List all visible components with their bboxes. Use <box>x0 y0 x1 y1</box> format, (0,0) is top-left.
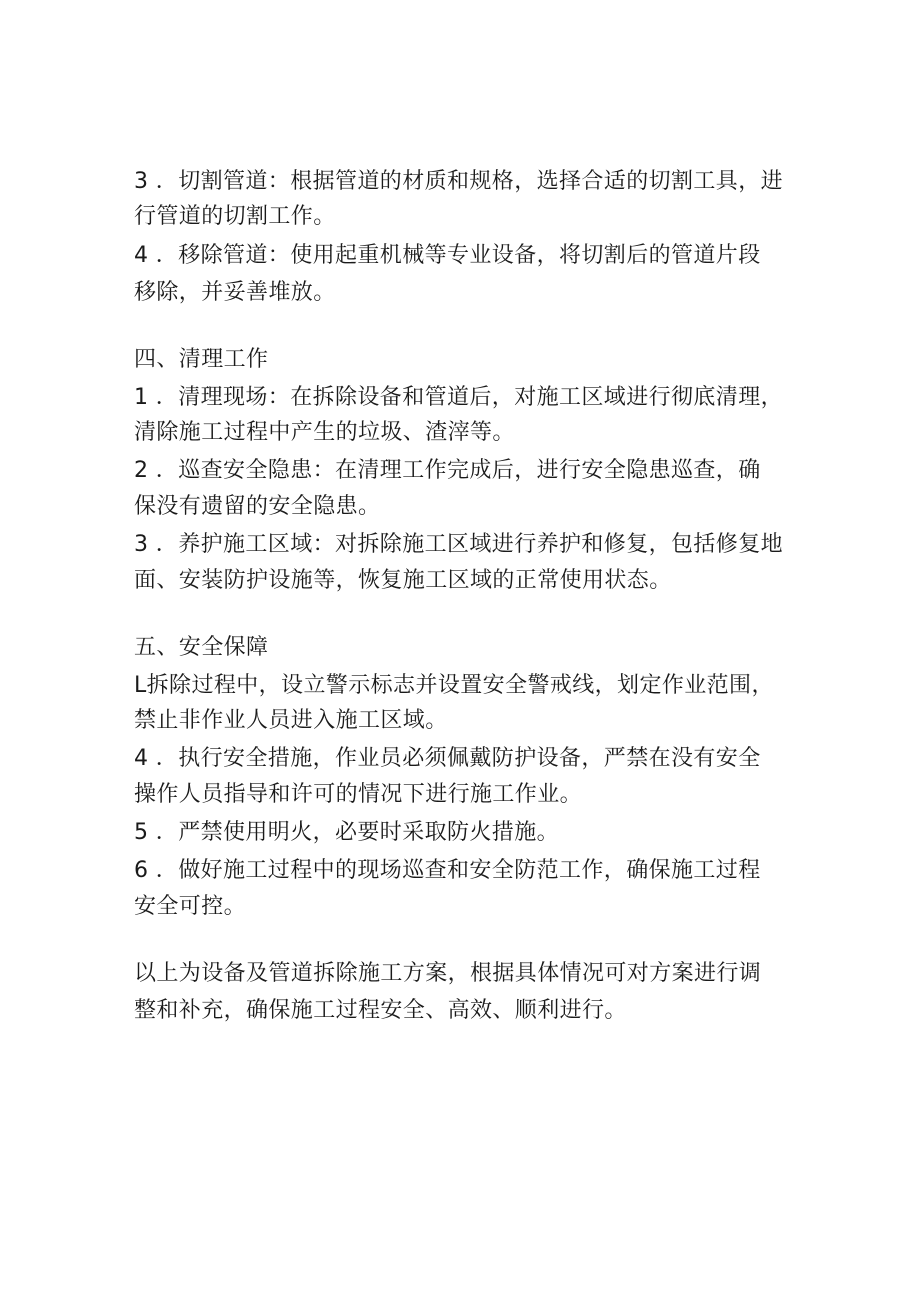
safety-item-4-line1: 4 ．执行安全措施，作业员必须佩戴防护设备，严禁在没有安全 <box>134 746 761 771</box>
item-3-cut-pipe-line2: 行管道的切割工作。 <box>134 204 336 229</box>
item-4-remove-pipe-line1: 4 ．移除管道：使用起重机械等专业设备，将切割后的管道片段 <box>134 243 761 268</box>
safety-item-6-line1: 6 ．做好施工过程中的现场巡查和安全防范工作，确保施工过程 <box>134 858 761 883</box>
item-3-cut-pipe-line1: 3 ．切割管道：根据管道的材质和规格，选择合适的切割工具，进 <box>134 169 783 194</box>
safety-item-1-line2: 禁止非作业人员进入施工区域。 <box>134 708 448 733</box>
conclusion-line1: 以上为设备及管道拆除施工方案，根据具体情况可对方案进行调 <box>134 961 762 986</box>
item-4-remove-pipe-line2: 移除，并妥善堆放。 <box>134 280 336 305</box>
cleanup-item-2-line1: 2 ．巡查安全隐患：在清理工作完成后，进行安全隐患巡查，确 <box>134 458 761 483</box>
cleanup-item-2-line2: 保没有遗留的安全隐患。 <box>134 494 381 519</box>
safety-item-1-line1: L拆除过程中，设立警示标志并设置安全警戒线，划定作业范围， <box>134 673 774 698</box>
safety-item-6-line2: 安全可控。 <box>134 894 247 919</box>
conclusion-line2: 整和补充，确保施工过程安全、高效、顺利进行。 <box>134 998 627 1023</box>
safety-item-5: 5 ．严禁使用明火，必要时采取防火措施。 <box>134 820 559 845</box>
section-heading-safety: 五、安全保障 <box>134 635 269 660</box>
cleanup-item-1-line2: 清除施工过程中产生的垃圾、渣滓等。 <box>134 420 515 445</box>
cleanup-item-3-line1: 3 ．养护施工区域：对拆除施工区域进行养护和修复，包括修复地 <box>134 532 783 557</box>
cleanup-item-3-line2: 面、安装防护设施等，恢复施工区域的正常使用状态。 <box>134 568 672 593</box>
cleanup-item-1-line1: 1 ．清理现场：在拆除设备和管道后，对施工区域进行彻底清理， <box>134 385 783 410</box>
section-heading-cleanup: 四、清理工作 <box>134 347 269 372</box>
safety-item-4-line2: 操作人员指导和许可的情况下进行施工作业。 <box>134 782 583 807</box>
